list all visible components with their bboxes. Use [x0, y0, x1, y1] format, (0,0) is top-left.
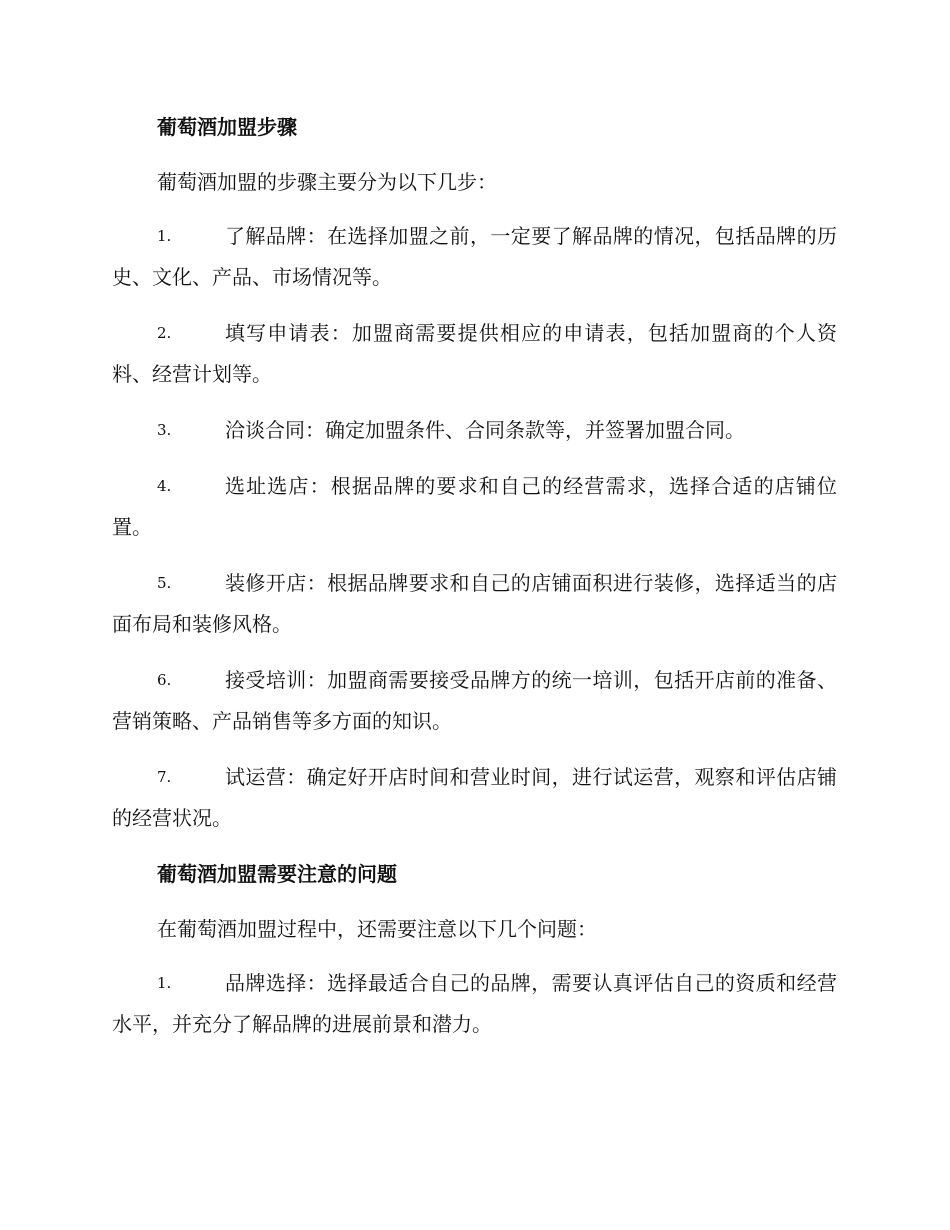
- list-item-number: 7.: [157, 768, 172, 786]
- list-item-text: 洽谈合同：确定加盟条件、合同条款等，并签署加盟合同。: [225, 418, 745, 442]
- list-item: [112, 410, 837, 451]
- list-item-text: 选址选店：根据品牌的要求和自己的经营需求，选择合适的店铺位置。: [112, 474, 837, 539]
- section-intro-issues: 在葡萄酒加盟过程中，还需要注意以下几个问题：: [157, 917, 597, 941]
- list-item: [112, 660, 837, 742]
- list-item-text: 填写申请表：加盟商需要提供相应的申请表，包括加盟商的个人资料、经营计划等。: [112, 321, 837, 386]
- list-item-text: 装修开店：根据品牌要求和自己的店铺面积进行装修，选择适当的店面布局和装修风格。: [112, 571, 837, 636]
- list-item: [112, 563, 837, 645]
- list-item-number: 6.: [157, 671, 172, 689]
- list-item-number: 1.: [157, 227, 172, 245]
- list-item-number: 3.: [157, 421, 172, 439]
- section-heading-issues: 葡萄酒加盟需要注意的问题: [157, 862, 397, 886]
- list-item: [112, 757, 837, 839]
- list-item: [112, 313, 837, 395]
- section-heading-steps: 葡萄酒加盟步骤: [157, 115, 297, 139]
- list-item-number: 5.: [157, 574, 172, 592]
- list-item-text: 试运营：确定好开店时间和营业时间，进行试运营，观察和评估店铺的经营状况。: [112, 765, 837, 830]
- list-item-number: 1.: [157, 974, 172, 992]
- list-item-text: 接受培训：加盟商需要接受品牌方的统一培训，包括开店前的准备、营销策略、产品销售等多方面的知识。: [112, 668, 837, 733]
- section-intro-steps: 葡萄酒加盟的步骤主要分为以下几步：: [157, 170, 497, 194]
- list-item-number: 2.: [157, 324, 172, 342]
- list-item-text: 品牌选择：选择最适合自己的品牌，需要认真评估自己的资质和经营水平，并充分了解品牌的进展前景和潜力。: [112, 971, 837, 1036]
- list-item-number: 4.: [157, 477, 172, 495]
- list-item: [112, 216, 837, 298]
- list-item-text: 了解品牌：在选择加盟之前，一定要了解品牌的情况，包括品牌的历史、文化、产品、市场情况等。: [112, 224, 837, 289]
- list-item: [112, 963, 837, 1045]
- list-item: [112, 466, 837, 548]
